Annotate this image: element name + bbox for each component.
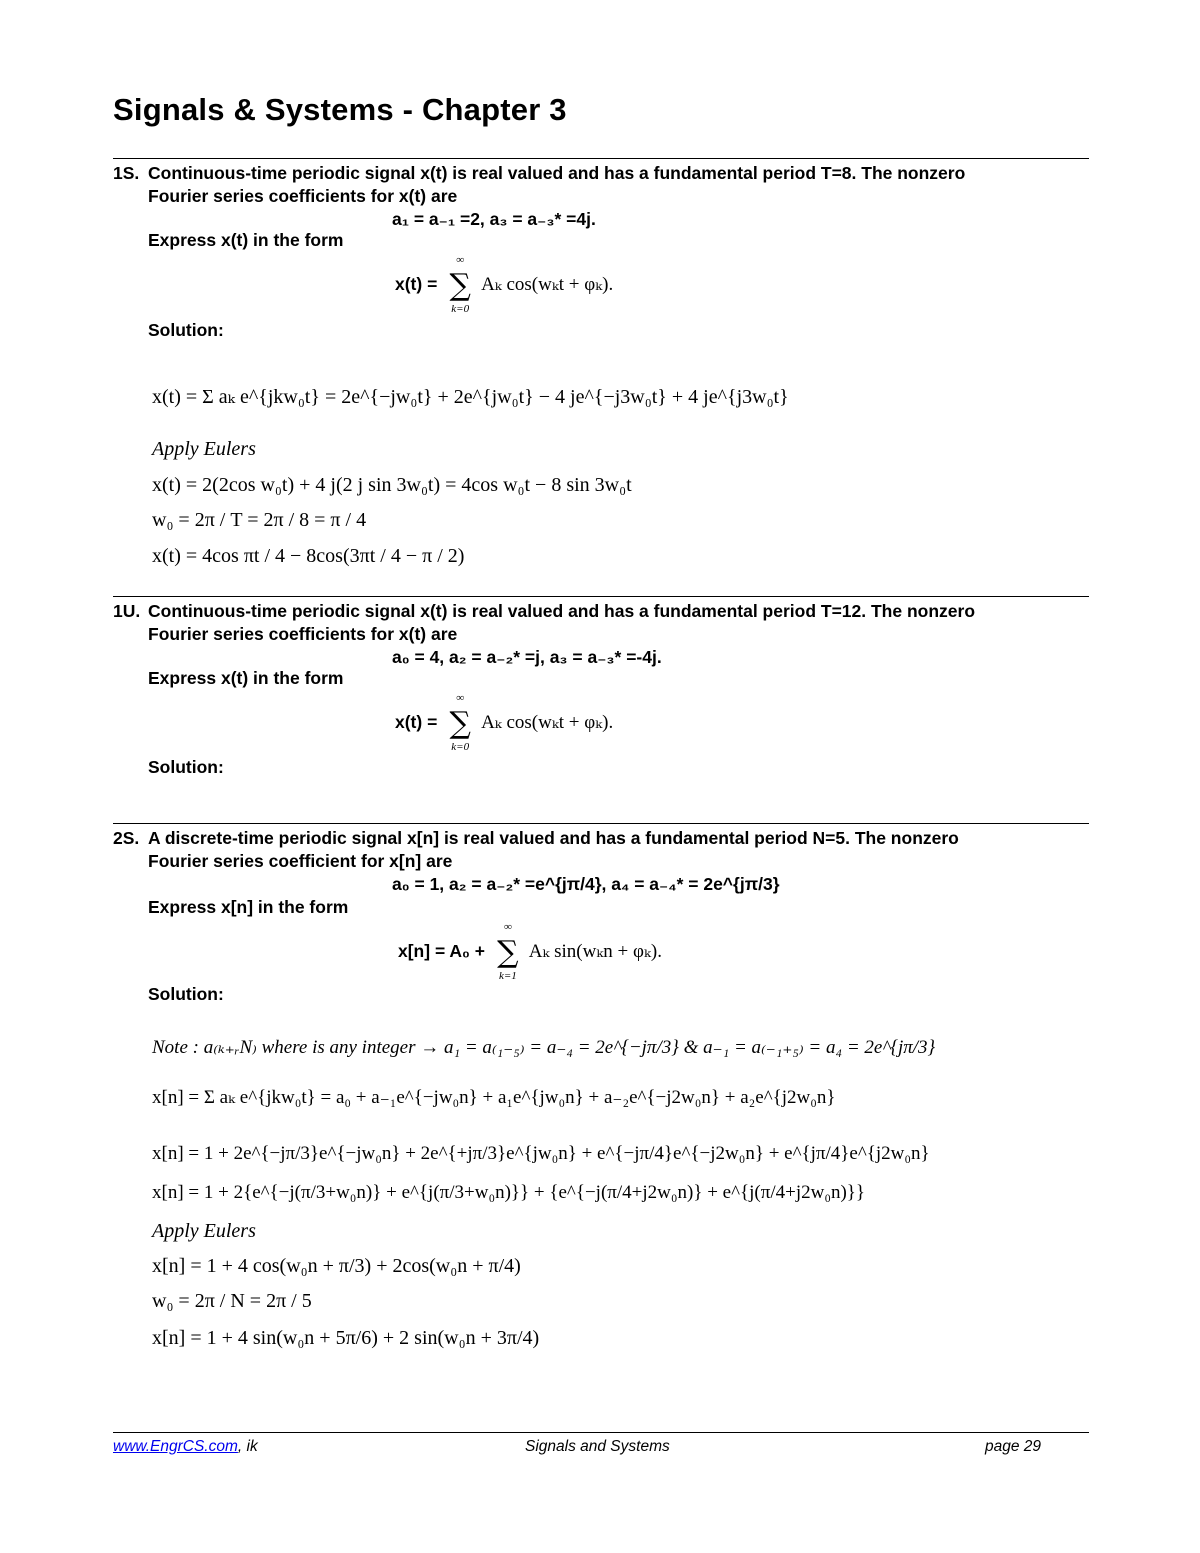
solution-2s-line-3: x[n] = 1 + 2e^{−jπ/3}e^{−jw₀n} + 2e^{+jπ/3}e^{jw₀n} + e^{−jπ/4}e^{−j2w₀n} + e^{jπ/4}e^{j2w₀n} — [152, 1143, 930, 1164]
problem-1s-statement — [113, 162, 965, 207]
problem-text-line2: Fourier series coefficients for x(t) are — [148, 623, 458, 644]
problem-2s-express: Express x[n] in the form — [148, 897, 349, 917]
solution-2s-line-2: x[n] = Σ aₖ e^{jkw₀t} = a₀ + a₋₁e^{−jw₀n} + a₁e^{jw₀n} + a₋₂e^{−j2w₀n} + a₂e^{j2w₀n} — [152, 1087, 836, 1108]
solution-1s-line-4: w₀ = 2π / T = 2π / 8 = π / 4 — [152, 509, 367, 531]
problem-1s-form-equation — [395, 254, 614, 315]
solution-1s-line-3: x(t) = 2(2cos w₀t) + 4 j(2 j sin 3w₀t) = 4cos w₀t − 8 sin 3w₀t — [152, 474, 632, 496]
form-lhs: x(t) = — [395, 274, 438, 295]
problem-2s-statement — [113, 827, 959, 872]
page-title: Signals & Systems - Chapter 3 — [113, 92, 567, 127]
solution-2s-line-6: x[n] = 1 + 4 cos(w₀n + π/3) + 2cos(w₀n + π/4) — [152, 1255, 521, 1277]
section-divider — [113, 158, 1089, 159]
footer-left — [113, 1438, 258, 1456]
summation-sign: ∑ ∞ k=1 — [497, 921, 519, 982]
solution-2s-line-5: Apply Eulers — [152, 1220, 256, 1242]
problem-1u-statement — [113, 600, 975, 645]
solution-1s-line-2: Apply Eulers — [152, 438, 256, 460]
problem-1s-solution-label: Solution: — [148, 320, 224, 340]
form-lhs: x(t) = — [395, 712, 438, 733]
problem-2s-form-equation — [398, 921, 662, 982]
summation-sign: ∑ ∞ k=0 — [449, 254, 471, 315]
footer-page-number: page 29 — [985, 1438, 1042, 1455]
problem-1s-coefficients: a₁ = a₋₁ =2, a₃ = a₋₃* =4j. — [392, 209, 596, 229]
problem-2s-coefficients: a₀ = 1, a₂ = a₋₂* =e^{jπ/4}, a₄ = a₋₄* = 2e^{jπ/3} — [392, 874, 780, 894]
section-divider — [113, 823, 1089, 824]
problem-text-line1: Continuous-time periodic signal x(t) is real valued and has a fundamental period T=8. The nonzero — [148, 163, 966, 183]
problem-1u-coefficients: a₀ = 4, a₂ = a₋₂* =j, a₃ = a₋₃* =-4j. — [392, 647, 662, 667]
problem-1s-express: Express x(t) in the form — [148, 230, 344, 250]
form-rhs: Aₖ cos(wₖt + φₖ). — [481, 712, 614, 734]
problem-text-line2: Fourier series coefficients for x(t) are — [148, 185, 458, 206]
footer-website-link[interactable]: www.EngrCS.com — [113, 1438, 238, 1455]
problem-number: 2S. — [113, 828, 140, 848]
footer-center-title: Signals and Systems — [525, 1438, 670, 1455]
problem-2s-solution-label: Solution: — [148, 984, 224, 1004]
solution-1s-line-1: x(t) = Σ aₖ e^{jkw₀t} = 2e^{−jw₀t} + 2e^{jw₀t} − 4 je^{−j3w₀t} + 4 je^{j3w₀t} — [152, 386, 789, 408]
summation-sign: ∑ ∞ k=0 — [449, 692, 471, 753]
problem-1u-express: Express x(t) in the form — [148, 668, 344, 688]
problem-number: 1U. — [113, 601, 141, 621]
footer-author: , ik — [237, 1438, 258, 1455]
form-rhs: Aₖ cos(wₖt + φₖ). — [481, 274, 614, 296]
solution-2s-line-7: w₀ = 2π / N = 2π / 5 — [152, 1290, 312, 1312]
solution-1s-line-5: x(t) = 4cos πt / 4 − 8cos(3πt / 4 − π / 2) — [152, 545, 465, 567]
problem-1u-solution-label: Solution: — [148, 757, 224, 777]
form-rhs: Aₖ sin(wₖn + φₖ). — [528, 941, 662, 963]
problem-text-line1: Continuous-time periodic signal x(t) is real valued and has a fundamental period T=12. The nonzero — [148, 601, 976, 621]
problem-text-line2: Fourier series coefficient for x[n] are — [148, 850, 453, 871]
section-divider — [113, 596, 1089, 597]
solution-2s-line-8: x[n] = 1 + 4 sin(w₀n + 5π/6) + 2 sin(w₀n + 3π/4) — [152, 1327, 540, 1349]
solution-2s-line-1: Note : a₍ₖ₊ᵣN₎ where is any integer → a₁ = a₍₁₋₅₎ = a₋₄ = 2e^{−jπ/3} & a₋₁ = a₍₋₁₊₅₎ = a₄ = 2e^{jπ/3} — [152, 1037, 936, 1058]
problem-1u-form-equation — [395, 692, 614, 753]
problem-text-line1: A discrete-time periodic signal x[n] is real valued and has a fundamental period N=5. The nonzero — [148, 828, 959, 848]
footer-divider — [113, 1432, 1089, 1433]
problem-number: 1S. — [113, 163, 140, 183]
form-lhs: x[n] = A₀ + — [398, 941, 485, 962]
solution-2s-line-4: x[n] = 1 + 2{e^{−j(π/3+w₀n)} + e^{j(π/3+w₀n)}} + {e^{−j(π/4+j2w₀n)} + e^{j(π/4+j2w₀n)}} — [152, 1182, 866, 1203]
